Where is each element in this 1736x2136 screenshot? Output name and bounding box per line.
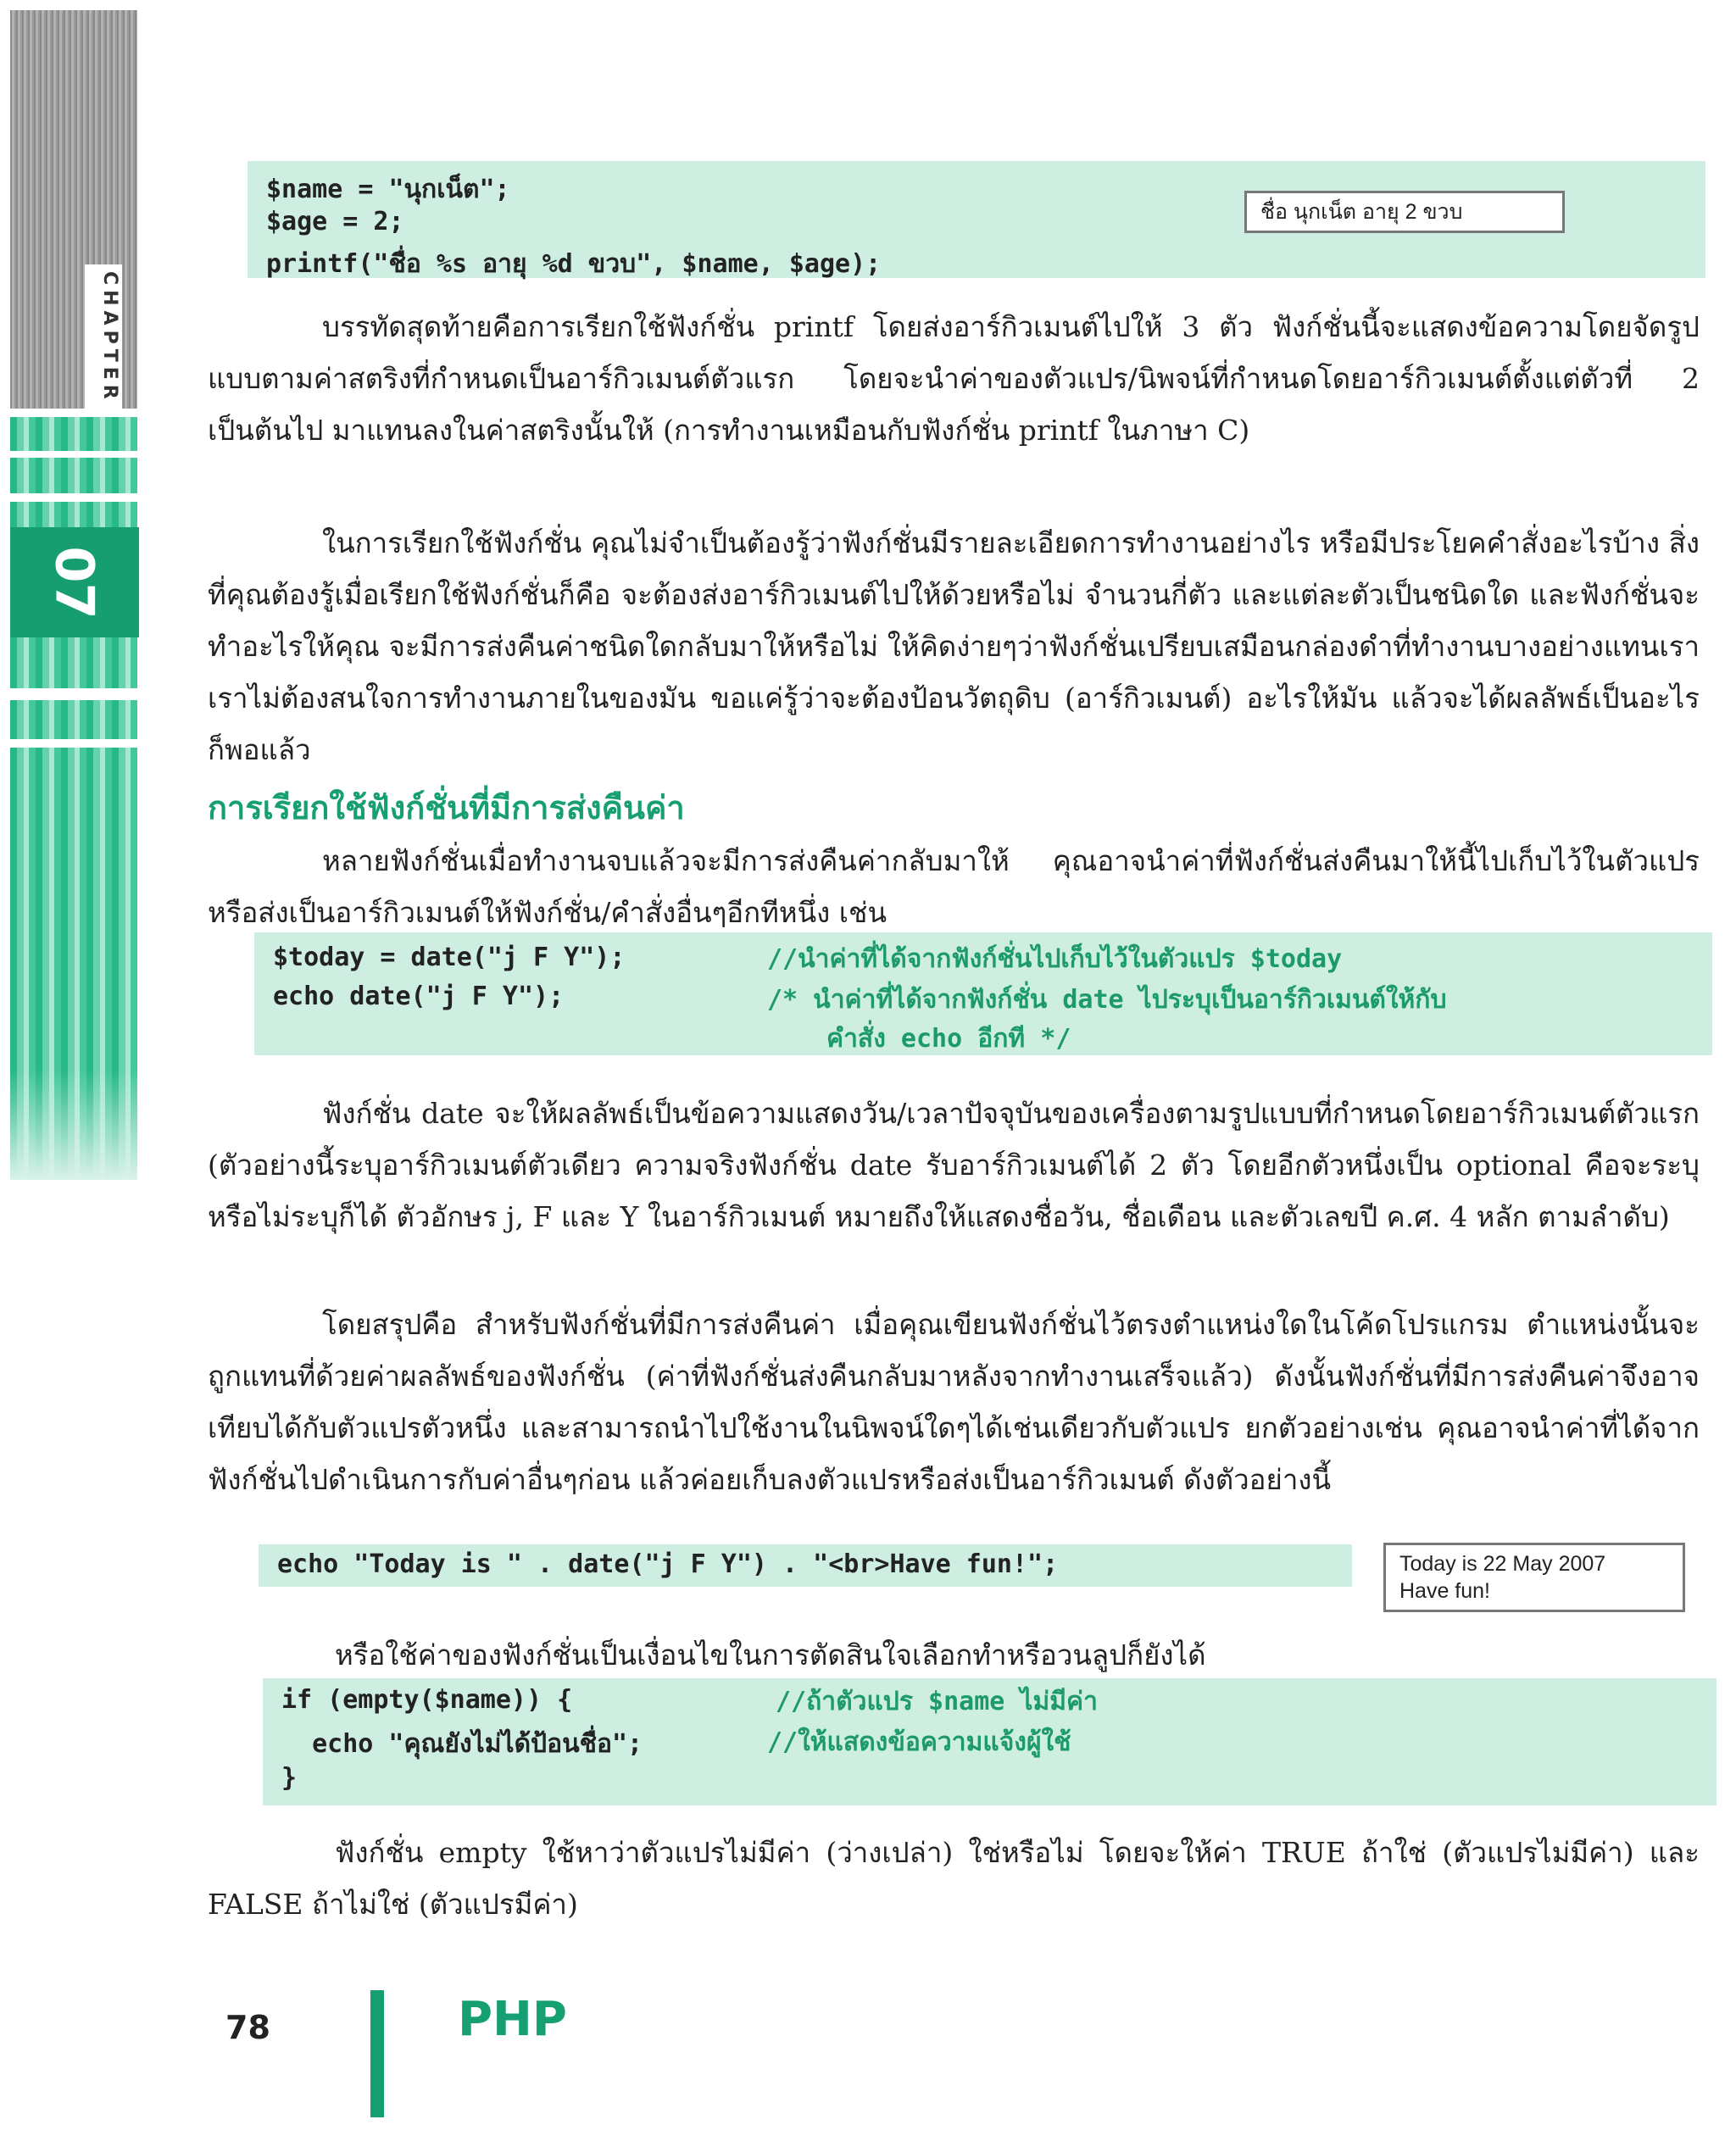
sidebar-divider	[10, 409, 137, 417]
section-heading: การเรียกใช้ฟังก์ชั่นที่มีการส่งคืนค่า	[208, 789, 685, 826]
book-title: PHP	[458, 1992, 567, 2047]
code-block-if-empty	[263, 1678, 1717, 1805]
output-box-printf	[1244, 191, 1565, 233]
paragraph: หรือใช้ค่าของฟังก์ชั่นเป็นเงื่อนไขในการตัดสินใจเลือกทำหรือวนลูปก็ยังได้	[335, 1638, 1206, 1672]
code-comment: //นำค่าที่ได้จากฟังก์ชั่นไปเก็บไว้ในตัวแปร $today	[767, 944, 1343, 974]
code-line: if (empty($name)) {	[281, 1685, 573, 1715]
sidebar-fade	[10, 1070, 137, 1180]
code-line: echo "คุณยังไม่ได้ป้อนชื่อ";	[281, 1729, 643, 1759]
code-comment: /* นำค่าที่ได้จากฟังก์ชั่น date ไประบุเป็นอาร์กิวเมนต์ให้กับ	[767, 985, 1447, 1015]
chapter-label: CHAPTER	[85, 264, 122, 411]
paragraph: ฟังก์ชั่น date จะให้ผลลัพธ์เป็นข้อความแสดงวัน/เวลาปัจจุบันของเครื่องตามรูปแบบที่กำหนดโดยอาร์กิวเมนต์ตัวแรก (ตัวอย่างนี้ระบุอาร์กิวเมนต์ตัวเดียว ความจริงฟังก์ชั่น date รับอาร์กิวเมนต์ได้ 2 ตัว โดยอีกตัวหนึ่งเป็น optional คือจะระบุหรือไม่ระบุก็ได้ ตัวอักษร j, F และ Y ในอาร์กิวเมนต์ หมายถึงให้แสดงชื่อวัน, ชื่อเดือน และตัวเลขปี ค.ศ. 4 หลัก ตามลำดับ)	[208, 1097, 1700, 1233]
paragraph: บรรทัดสุดท้ายคือการเรียกใช้ฟังก์ชั่น printf โดยส่งอาร์กิวเมนต์ไปให้ 3 ตัว ฟังก์ชั่นนี้จะแสดงข้อความโดยจัดรูปแบบตามค่าสตริงที่กำหนดเป็นอาร์กิวเมนต์ตัวแรก โดยจะนำค่าของตัวแปร/นิพจน์ที่กำหนดโดยอาร์กิวเมนต์ตั้งแต่ตัวที่ 2 เป็นต้นไป มาแทนลงในค่าสตริงนั้นให้ (การทำงานเหมือนกับฟังก์ชั่น printf ในภาษา C)	[208, 310, 1700, 447]
code-line: echo "Today is " . date("j F Y") . "<br>Have fun!";	[277, 1549, 1059, 1579]
sidebar-divider	[10, 451, 137, 458]
chapter-number-box	[10, 527, 139, 637]
code-line: $age = 2;	[266, 207, 404, 236]
sidebar-divider	[10, 739, 137, 748]
chapter-number: 07	[43, 545, 106, 620]
sidebar-divider	[10, 688, 137, 700]
code-comment: //ให้แสดงข้อความแจ้งผู้ใช้	[767, 1727, 1071, 1757]
code-line: $today = date("j F Y");	[273, 943, 626, 972]
page-number: 78	[225, 2009, 270, 2046]
output-text: Have fun!	[1399, 1579, 1491, 1603]
code-comment: คำสั่ง echo อีกที */	[826, 1024, 1071, 1054]
paragraph: หลายฟังก์ชั่นเมื่อทำงานจบแล้วจะมีการส่งคืนค่ากลับมาให้ คุณอาจนำค่าที่ฟังก์ชั่นส่งคืนมาให้นี้ไปเก็บไว้ในตัวแปร หรือส่งเป็นอาร์กิวเมนต์ให้ฟังก์ชั่น/คำสั่งอื่นๆอีกทีหนึ่ง เช่น	[208, 844, 1700, 929]
output-text: ชื่อ นุกเน็ต อายุ 2 ขวบ	[1260, 200, 1463, 224]
sidebar-green-stripes	[10, 409, 137, 1180]
paragraph: ฟังก์ชั่น empty ใช้หาว่าตัวแปรไม่มีค่า (ว่างเปล่า) ใช่หรือไม่ โดยจะให้ค่า TRUE ถ้าใช่ (ตัวแปรไม่มีค่า) และ FALSE ถ้าไม่ใช่ (ตัวแปรมีค่า)	[208, 1836, 1700, 1921]
footer-divider-bar	[370, 1990, 384, 2117]
code-block-date	[254, 932, 1712, 1055]
chapter-sidebar	[10, 10, 137, 1180]
output-text: Today is 22 May 2007	[1399, 1552, 1606, 1576]
code-line: $name = "นุกเน็ต";	[266, 175, 510, 204]
code-block-echo	[259, 1544, 1352, 1587]
paragraph: ในการเรียกใช้ฟังก์ชั่น คุณไม่จำเป็นต้องรู้ว่าฟังก์ชั่นมีรายละเอียดการทำงานอย่างไร หรือมีประโยคคำสั่งอะไรบ้าง สิ่งที่คุณต้องรู้เมื่อเรียกใช้ฟังก์ชั่นก็คือ จะต้องส่งอาร์กิวเมนต์ไปให้ด้วยหรือไม่ จำนวนกี่ตัว และแต่ละตัวเป็นชนิดใด และฟังก์ชั่นจะทำอะไรให้คุณ จะมีการส่งคืนค่าชนิดใดกลับมาให้หรือไม่ ให้คิดง่ายๆว่าฟังก์ชั่นเปรียบเสมือนกล่องดำที่ทำงานบางอย่างแทนเรา เราไม่ต้องสนใจการทำงานภายในของมัน ขอแค่รู้ว่าจะต้องป้อนวัตถุดิบ (อาร์กิวเมนต์) อะไรให้มัน แล้วจะได้ผลลัพธ์เป็นอะไร ก็พอแล้ว	[208, 526, 1700, 766]
code-line: printf("ชื่อ %s อายุ %d ขวบ", $name, $age);	[266, 249, 882, 279]
output-box-echo	[1383, 1543, 1685, 1612]
code-line: echo date("j F Y");	[273, 982, 565, 1011]
code-line: }	[281, 1763, 298, 1793]
paragraph: โดยสรุปคือ สำหรับฟังก์ชั่นที่มีการส่งคืนค่า เมื่อคุณเขียนฟังก์ชั่นไว้ตรงตำแหน่งใดในโค้ดโปรแกรม ตำแหน่งนั้นจะถูกแทนที่ด้วยค่าผลลัพธ์ของฟังก์ชั่น (ค่าที่ฟังก์ชั่นส่งคืนกลับมาหลังจากทำงานเสร็จแล้ว) ดังนั้นฟังก์ชั่นที่มีการส่งคืนค่าจึงอาจเทียบได้กับตัวแปรตัวหนึ่ง และสามารถนำไปใช้งานในนิพจน์ใดๆได้เช่นเดียวกับตัวแปร ยกตัวอย่างเช่น คุณอาจนำค่าที่ได้จากฟังก์ชั่นไปดำเนินการกับค่าอื่นๆก่อน แล้วค่อยเก็บลงตัวแปรหรือส่งเป็นอาร์กิวเมนต์ ดังตัวอย่างนี้	[208, 1308, 1700, 1496]
code-comment: //ถ้าตัวแปร $name ไม่มีค่า	[776, 1687, 1098, 1716]
sidebar-divider	[10, 493, 137, 502]
